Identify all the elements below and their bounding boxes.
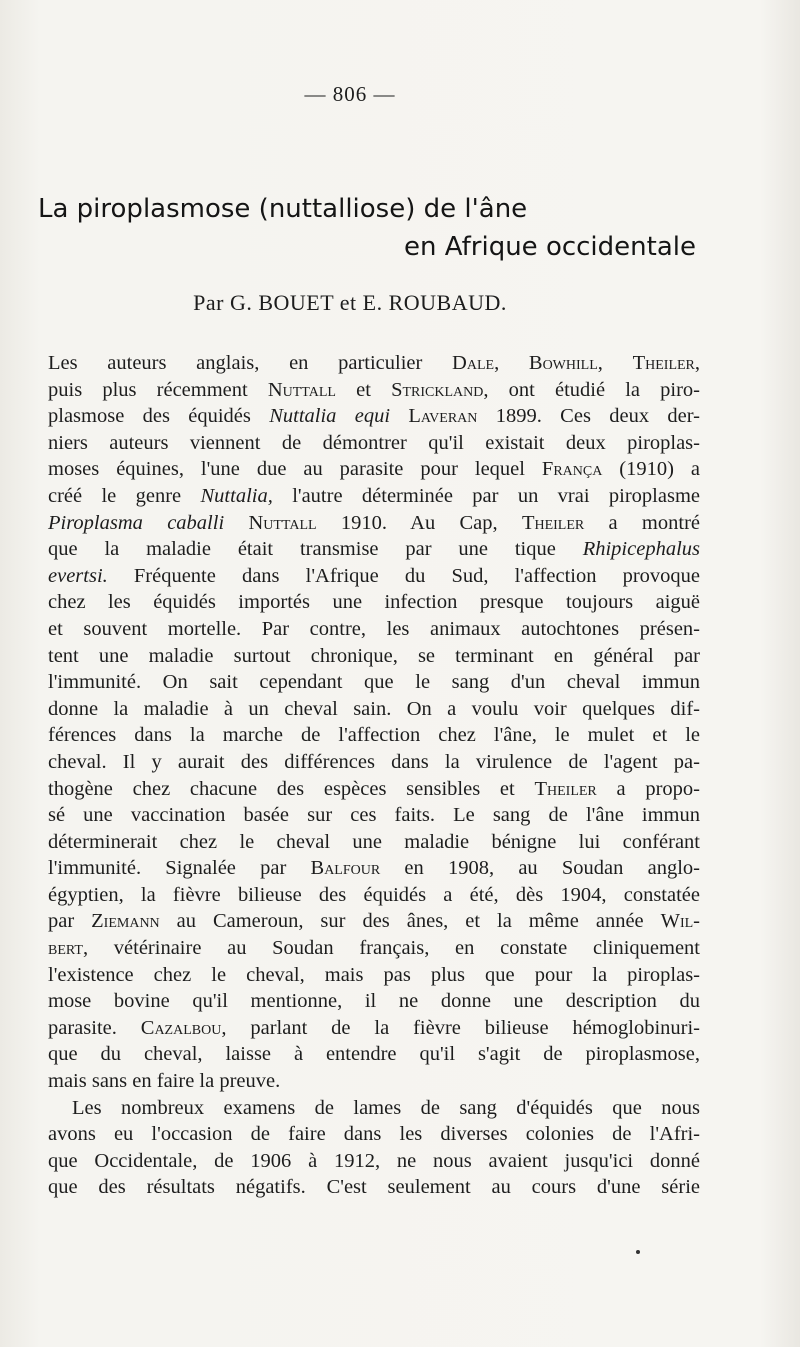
text-line (48, 510, 700, 537)
text-run: Les nombreux examens de lames de sang d'équidés que nous (72, 1096, 700, 1119)
text-run: plasmose des équidés (48, 405, 270, 428)
page-number: — 806 — (304, 82, 396, 106)
text-run: tent une maladie surtout chronique, se terminant en général par (48, 644, 700, 667)
italic-term: evertsi. (48, 564, 108, 587)
text-run: a montré (584, 511, 701, 534)
article-title (38, 190, 698, 266)
text-run: avons eu l'occasion de faire dans les diverses colonies de l'Afri- (48, 1123, 700, 1146)
text-line (48, 988, 700, 1015)
author-name: Strickland (391, 378, 484, 401)
text-run: au Cameroun, sur des ânes, et la même année (159, 910, 661, 933)
text-line (48, 1068, 700, 1095)
author-name: Theiler (632, 352, 695, 374)
text-run: Les auteurs anglais, en particulier (48, 352, 453, 374)
text-line (48, 935, 700, 962)
author-name: Theiler (521, 511, 585, 534)
text-run: déterminerait chez le cheval une maladie bénigne lui conférant (48, 830, 700, 853)
italic-term: Nuttalia, (200, 484, 273, 507)
text-run: (1910) a (602, 458, 700, 481)
text-run (390, 405, 408, 427)
text-run: , (494, 352, 529, 374)
text-run: , parlant de la fièvre bilieuse hémoglobinuri- (221, 1016, 700, 1039)
text-line (48, 403, 700, 430)
text-run: puis plus récemment (48, 378, 268, 401)
text-line (48, 1095, 700, 1122)
text-run: , (694, 352, 701, 374)
text-run: niers auteurs viennent de démontrer qu'il existait deux piroplas- (48, 431, 700, 454)
author-name: Nuttall (267, 378, 336, 401)
text-line (48, 589, 700, 616)
text-run: thogène chez chacune des espèces sensibles et (48, 777, 535, 800)
text-line (48, 377, 700, 404)
paragraph (48, 350, 700, 1095)
text-run: mais sans en faire la preuve. (48, 1070, 281, 1093)
text-line (48, 483, 700, 510)
text-run: , ont étudié la piro- (483, 378, 700, 401)
text-line (48, 536, 700, 563)
text-run: créé le genre (48, 484, 201, 507)
paragraph (48, 1095, 700, 1201)
text-run: que du cheval, laisse à entendre qu'il s'agit de piroplasmose, (48, 1043, 700, 1066)
text-run: l'immunité. Signalée par (48, 857, 311, 880)
text-line (48, 1174, 700, 1201)
author-name: Cazalbou (140, 1016, 222, 1039)
text-run: , vétérinaire au Soudan français, en constate cliniquement (82, 937, 700, 960)
text-run: l'autre déterminée par un vrai piroplasme (272, 484, 700, 507)
author-name: Wil- (660, 910, 700, 933)
text-run: Fréquente dans l'Afrique du Sud, l'affection provoque (107, 564, 700, 587)
text-run: que la maladie était transmise par une tique (48, 538, 583, 561)
author-name: Theiler (534, 777, 597, 800)
text-line (48, 829, 700, 856)
text-line (48, 855, 700, 882)
text-run: a propo- (596, 777, 700, 800)
text-line (48, 430, 700, 457)
text-line (48, 696, 700, 723)
text-run: l'existence chez le cheval, mais pas plus que pour la piroplas- (48, 963, 700, 986)
speck-mark (636, 1250, 640, 1254)
text-line (48, 616, 700, 643)
text-run: et souvent mortelle. Par contre, les animaux autochtones présen- (48, 617, 700, 640)
author-name: Laveran (408, 405, 478, 428)
text-run: chez les équidés importés une infection presque toujours aiguë (48, 591, 700, 614)
text-line (48, 802, 700, 829)
text-line (48, 962, 700, 989)
text-run (224, 512, 248, 534)
text-run: donne la maladie à un cheval sain. On a voulu voir quelques dif- (48, 697, 700, 720)
author-name: Dale (452, 352, 495, 374)
author-name: Balfour (310, 857, 381, 880)
text-line (48, 456, 700, 483)
text-line (48, 643, 700, 670)
text-line (48, 350, 700, 377)
authors-byline: Par G. BOUET et E. ROUBAUD. (193, 290, 507, 315)
text-line (48, 776, 700, 803)
text-run: et (335, 378, 392, 401)
text-line (48, 1041, 700, 1068)
text-run: , (597, 352, 633, 374)
text-run: par (48, 910, 92, 933)
text-line (48, 1121, 700, 1148)
text-line (48, 882, 700, 909)
text-run: sé une vaccination basée sur ces faits. Le sang de l'âne immun (48, 804, 700, 827)
text-run: 1910. Au Cap, (316, 511, 522, 534)
text-run: moses équines, l'une due au parasite pour lequel (48, 458, 542, 481)
article-body (48, 350, 700, 1201)
author-name: Nuttall (248, 511, 317, 534)
text-run: que Occidentale, de 1906 à 1912, ne nous avaient jusqu'ici donné (48, 1149, 700, 1172)
italic-term: Piroplasma caballi (48, 511, 225, 534)
author-name: Ziemann (91, 910, 160, 933)
text-line (48, 908, 700, 935)
text-line (48, 749, 700, 776)
author-name: Bowhill (528, 352, 598, 374)
author-name: França (541, 458, 603, 481)
italic-term: Nuttalia equi (269, 405, 391, 428)
italic-term: Rhipicephalus (582, 538, 700, 561)
text-run: férences dans la marche de l'affection chez l'âne, le mulet et le (48, 724, 700, 747)
text-run: l'immunité. On sait cependant que le sang d'un cheval immun (48, 671, 700, 694)
text-line (48, 1015, 700, 1042)
text-line (48, 563, 700, 590)
text-line (48, 669, 700, 696)
title-line-1: La piroplasmose (nuttalliose) de l'âne (38, 194, 528, 224)
text-run: égyptien, la fièvre bilieuse des équidés a été, dès 1904, constatée (48, 883, 700, 906)
text-run: parasite. (48, 1016, 141, 1039)
text-run: en 1908, au Soudan anglo- (380, 857, 700, 880)
text-run: que des résultats négatifs. C'est seulement au cours d'une série (48, 1176, 700, 1199)
text-run: mose bovine qu'il mentionne, il ne donne une description du (48, 990, 700, 1013)
title-line-2: en Afrique occidentale (404, 232, 696, 262)
author-name: bert (48, 937, 83, 960)
text-line (48, 1148, 700, 1175)
text-run: cheval. Il y aurait des différences dans la virulence de l'agent pa- (48, 750, 700, 773)
text-line (48, 722, 700, 749)
text-run: 1899. Ces deux der- (477, 405, 701, 428)
